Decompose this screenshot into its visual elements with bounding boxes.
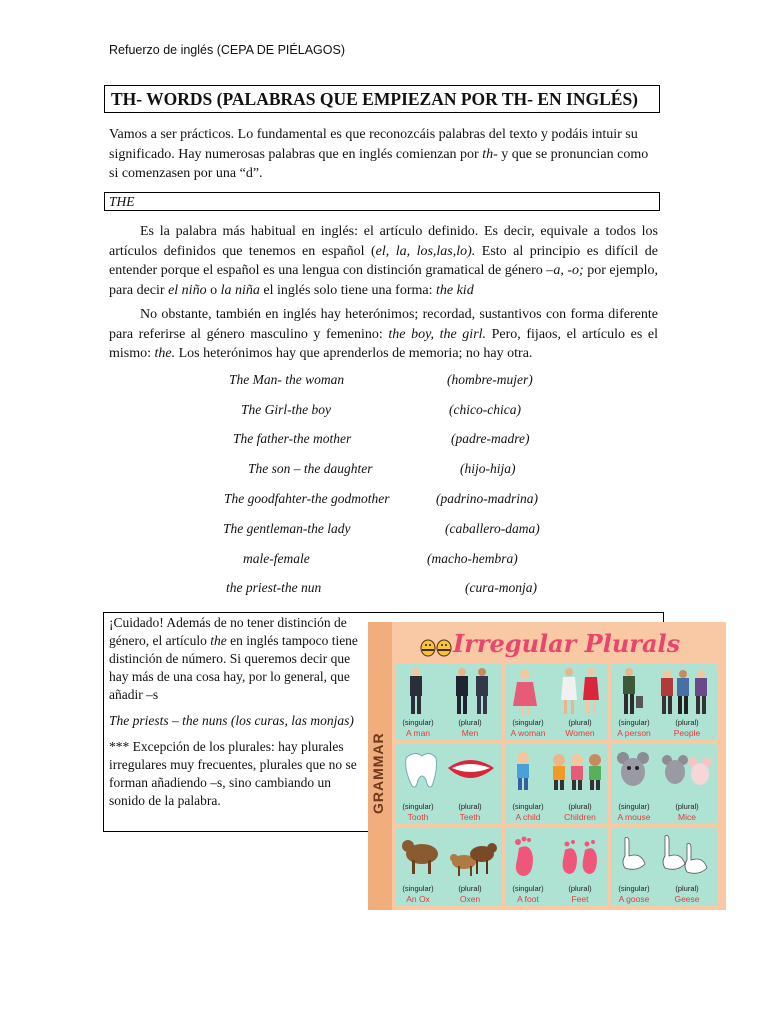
pair-english: The father-the mother (233, 431, 352, 446)
pair-english: The Girl-the boy (241, 402, 331, 417)
singular-tag: (singular) (402, 802, 434, 811)
plural-tag: (plural) (458, 884, 482, 893)
singular-word: A person (617, 728, 651, 738)
singular-word: An Ox (406, 894, 430, 904)
pair-spanish: (caballero-dama) (445, 521, 540, 536)
document-header: Refuerzo de inglés (CEPA DE PIÉLAGOS) (109, 43, 345, 57)
pair-english: the priest-the nun (226, 580, 322, 595)
plural-word: Children (564, 812, 596, 822)
note-exception: *** Excepción de los plurales: hay plurales irregulares muy frecuentes, plurales que no se forman añadiendo –s, sino cambiando un sonido de la palabra. (109, 739, 357, 808)
singular-word: A woman (510, 728, 546, 738)
plural-tag: (plural) (458, 718, 482, 727)
teeth-illustration (400, 750, 498, 792)
plural-word: Women (565, 728, 595, 738)
singular-word: A child (515, 812, 541, 822)
plural-tag: (plural) (568, 718, 592, 727)
plural-word: People (673, 728, 701, 738)
note-paragraph-number: ¡Cuidado! Además de no tener distinción de género, el artículo the en inglés tampoco tiene distinción de número. Si queremos decir que hay más de una cosa hay, por lo general, que añadir –s (109, 615, 358, 702)
people-illustration (615, 666, 713, 716)
paragraph-definite-article: Es la palabra más habitual en inglés: el artículo definido. Es decir, equivale a todos los artículos definidos que tenemos en español (el, la, los,las,lo). Esto al principio es difícil de entender porque el español es una lengua con distinción gramatical de género –a, -o; por ejemplo, para decir el niño o la niña el inglés solo tiene una forma: the kid (109, 224, 658, 298)
pair-spanish: (padrino-madrina) (436, 491, 538, 506)
oxen-illustration (400, 832, 498, 880)
plural-tag: (plural) (458, 802, 482, 811)
plural-word: Feet (571, 894, 589, 904)
bees-icon (418, 632, 454, 660)
singular-word: Tooth (407, 812, 429, 822)
singular-tag: (singular) (618, 718, 650, 727)
feet-illustration (509, 832, 605, 880)
pair-english: The goodfahter-the godmother (224, 491, 390, 506)
plural-word: Teeth (459, 812, 481, 822)
singular-word: A man (405, 728, 431, 738)
men-illustration (400, 666, 498, 716)
plural-word: Mice (678, 812, 696, 822)
plural-tag: (plural) (675, 884, 699, 893)
pair-english: The Man- the woman (229, 372, 345, 387)
singular-tag: (singular) (402, 718, 434, 727)
pair-spanish: (chico-chica) (449, 402, 521, 417)
pair-spanish: (hombre-mujer) (447, 372, 533, 387)
geese-illustration (615, 832, 713, 880)
singular-tag: (singular) (402, 884, 434, 893)
plural-word: Oxen (459, 894, 481, 904)
irregular-plurals-infographic (368, 622, 726, 910)
pair-spanish: (macho-hembra) (427, 551, 518, 566)
paragraph-heteronyms: No obstante, también en inglés hay heterónimos; recordad, sustantivos con forma diferente para referirse al género masculino y femenino: the boy, the girl. Pero, fijaos, el artículo es el mismo: the. Los heterónimos hay que aprenderlos de memoria; no hay otra. (109, 307, 658, 361)
pair-english: The son – the daughter (248, 461, 373, 476)
plural-word: Men (461, 728, 479, 738)
infographic-title: Irregular Plurals (453, 629, 681, 658)
pair-spanish: (hijo-hija) (460, 461, 516, 476)
plural-word: Geese (674, 894, 700, 904)
plural-tag: (plural) (568, 802, 592, 811)
children-illustration (509, 750, 605, 794)
singular-tag: (singular) (618, 802, 650, 811)
plural-tag: (plural) (675, 718, 699, 727)
section-label-the: THE (104, 192, 660, 211)
note-text (109, 614, 359, 818)
singular-word: A foot (517, 894, 539, 904)
pair-english: The gentleman-the lady (223, 521, 351, 536)
mice-illustration (615, 750, 713, 794)
singular-tag: (singular) (512, 802, 544, 811)
pair-spanish: (cura-monja) (465, 580, 537, 595)
singular-tag: (singular) (618, 884, 650, 893)
intro-paragraph: Vamos a ser prácticos. Lo fundamental es que reconozcáis palabras del texto y podáis intuir su significado. Hay numerosas palabras que en inglés comienzan por th- y que se pronuncian como si comenzasen por una “d”. (109, 127, 649, 181)
infographic-side-label: GRAMMAR (370, 732, 386, 814)
women-illustration (509, 666, 605, 716)
pair-spanish: (padre-madre) (451, 431, 530, 446)
plural-tag: (plural) (675, 802, 699, 811)
singular-tag: (singular) (512, 884, 544, 893)
pair-english: male-female (243, 551, 310, 566)
singular-word: A mouse (617, 812, 651, 822)
singular-word: A goose (618, 894, 650, 904)
note-example: The priests – the nuns (los curas, las monjas) (109, 713, 354, 728)
plural-tag: (plural) (568, 884, 592, 893)
page-title: TH- WORDS (PALABRAS QUE EMPIEZAN POR TH- EN INGLÉS) (104, 85, 660, 113)
singular-tag: (singular) (512, 718, 544, 727)
